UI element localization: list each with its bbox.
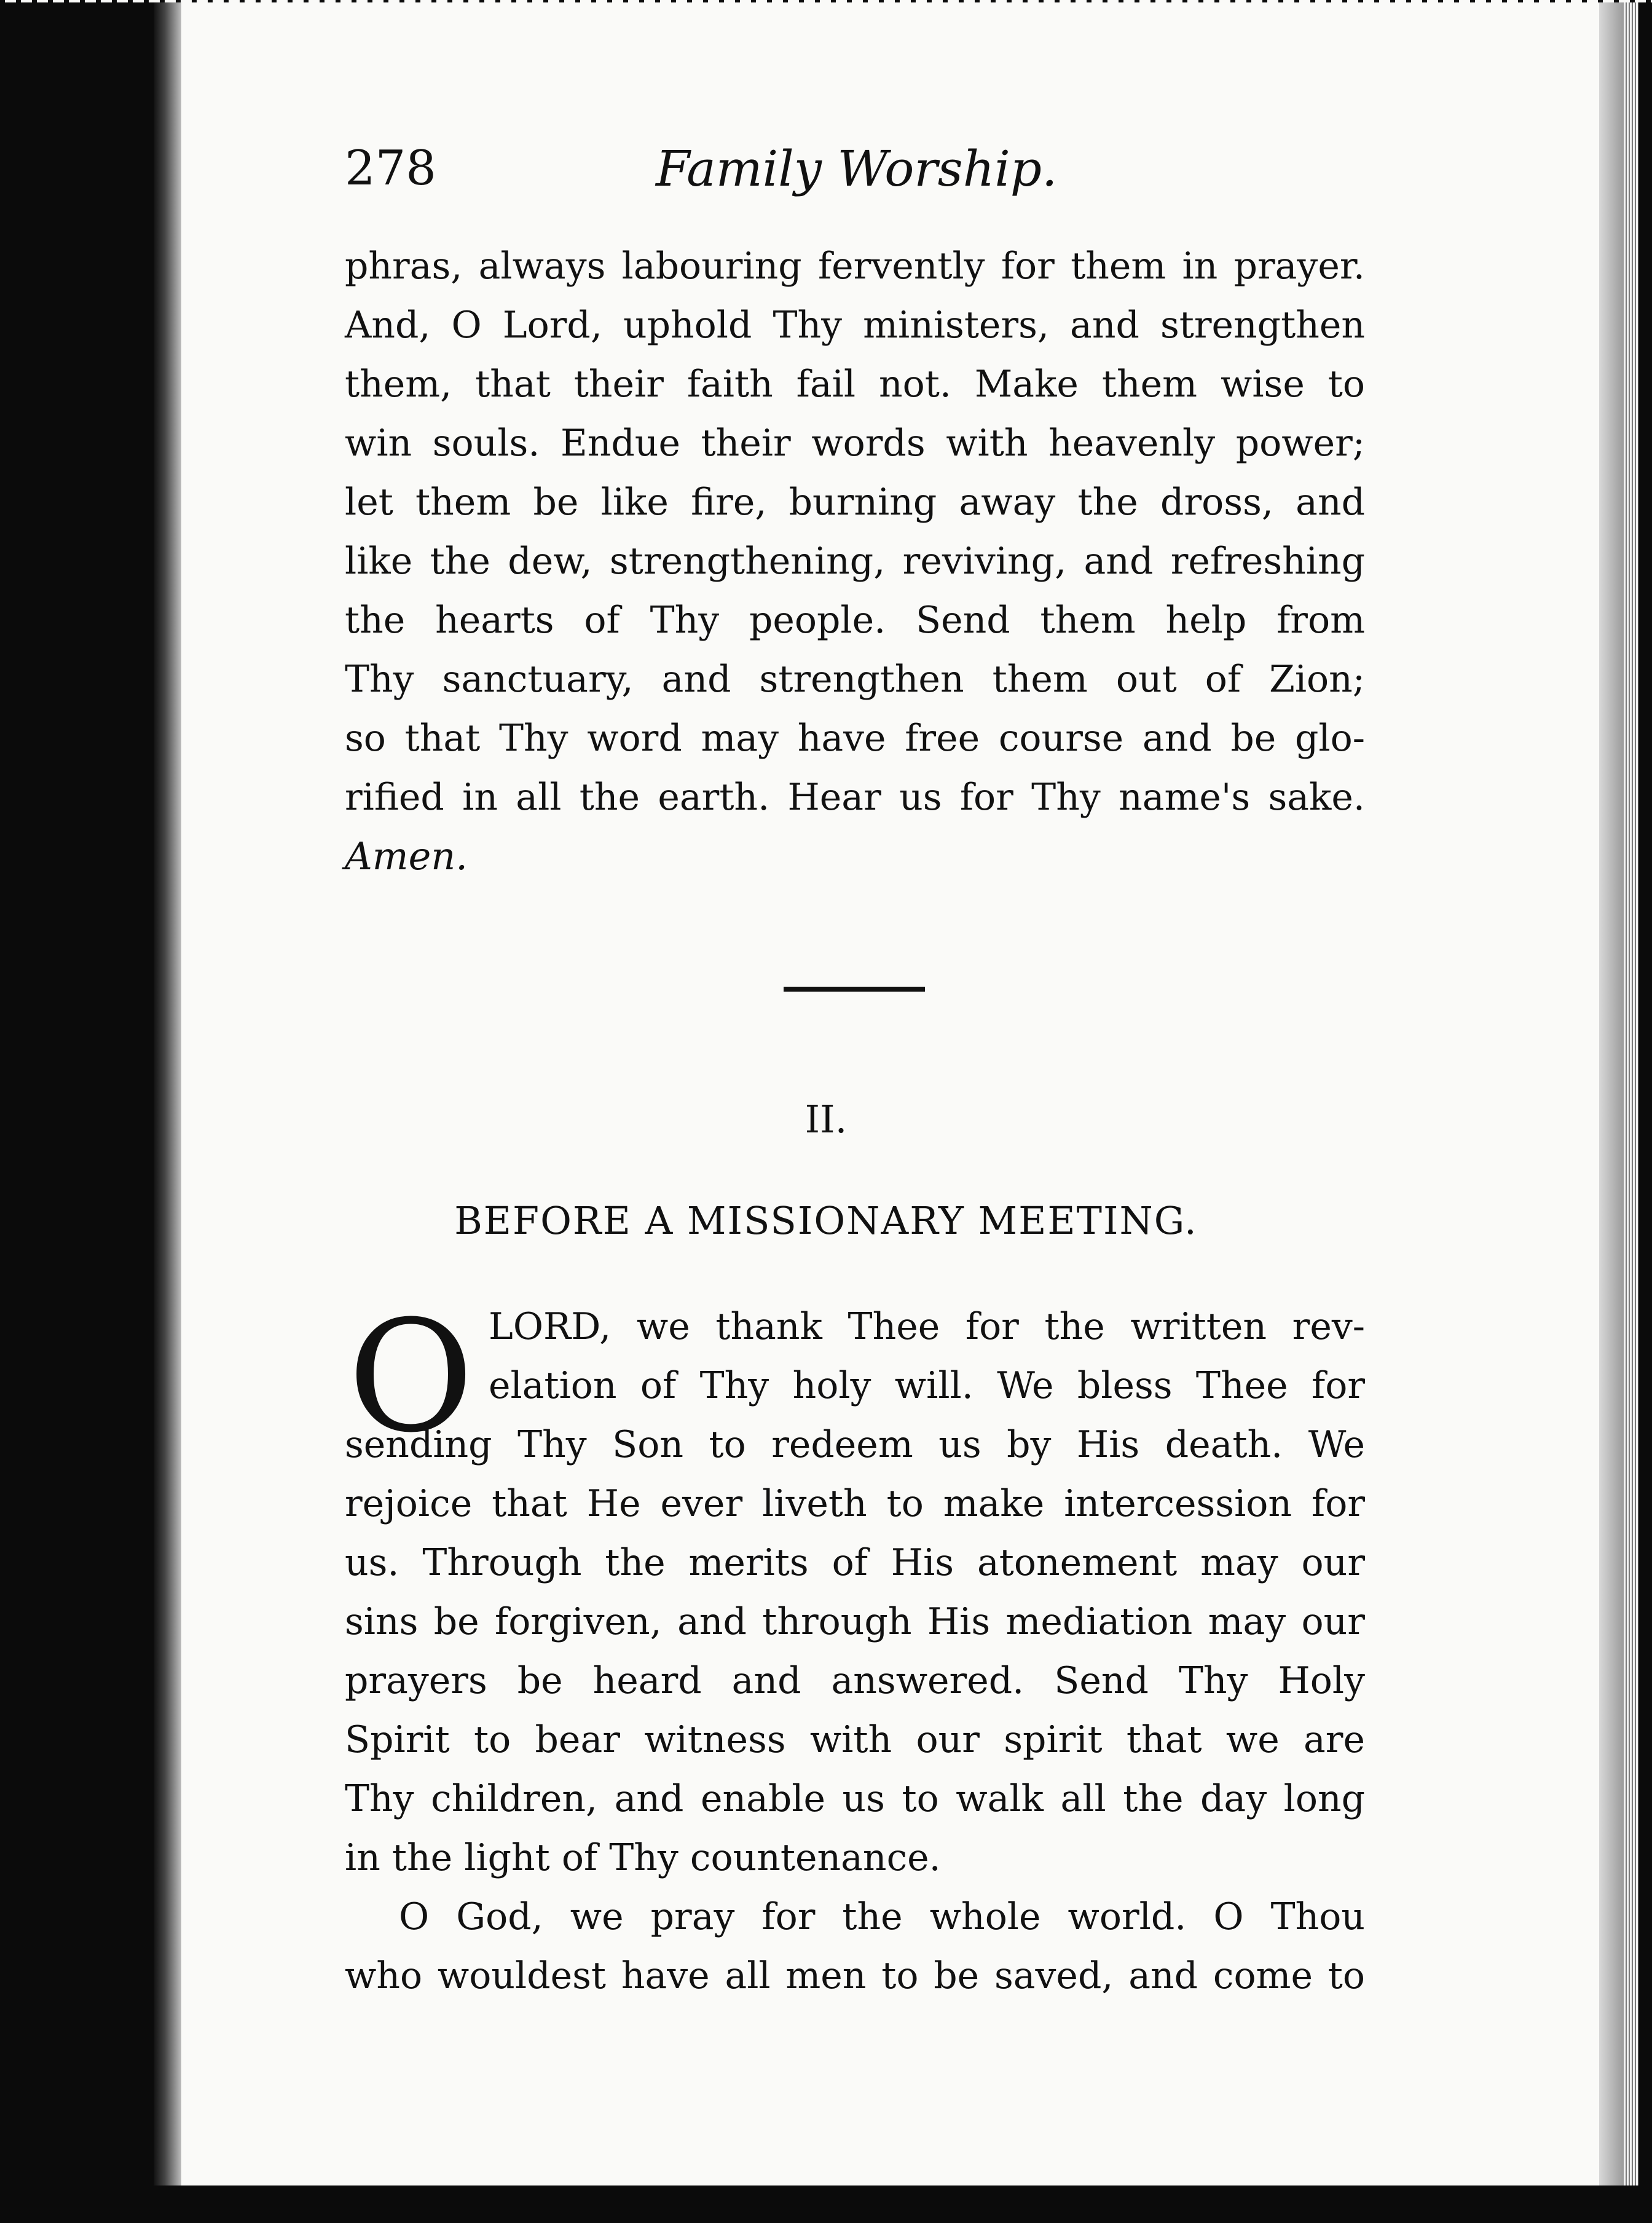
page-shadow xyxy=(1599,0,1624,2185)
text-line: Spirit to bear witness with our spirit that we are xyxy=(345,1718,1365,1761)
section-number: II. xyxy=(804,1097,848,1142)
prayer-one-continuation xyxy=(345,237,1365,886)
running-title: Family Worship. xyxy=(656,140,1058,197)
text-line: let them be like fire, burning away the dross, and xyxy=(345,481,1365,524)
text-line: them, that their faith fail not. Make them wise to xyxy=(345,363,1365,406)
running-head xyxy=(345,140,1363,212)
scan-border-bottom xyxy=(0,2185,1652,2223)
amen-closing: Amen. xyxy=(345,834,468,879)
text-line: like the dew, strengthening, reviving, and refreshing xyxy=(345,540,1365,583)
drop-cap-lines xyxy=(489,1297,1365,1415)
drop-cap: O xyxy=(348,1287,474,1466)
binding-gutter xyxy=(154,0,181,2185)
section-divider-rule xyxy=(784,987,925,992)
section-title: BEFORE A MISSIONARY MEETING. xyxy=(454,1198,1198,1243)
text-line: O God, we pray for the whole world. O Thou xyxy=(399,1895,1365,1938)
text-line: Thy children, and enable us to walk all the day long xyxy=(345,1777,1365,1820)
text-line: in the light of Thy countenance. xyxy=(345,1836,941,1879)
text-line: LORD, we thank Thee for the written rev- xyxy=(489,1305,1365,1348)
text-line: elation of Thy holy will. We bless Thee for xyxy=(489,1364,1365,1407)
page-number: 278 xyxy=(345,141,436,196)
scan-border-top xyxy=(0,0,1652,2)
prayer-two-body xyxy=(345,1415,1365,2005)
text-line: sending Thy Son to redeem us by His death. We xyxy=(345,1423,1365,1466)
text-line: And, O Lord, uphold Thy ministers, and strengthen xyxy=(345,304,1365,347)
text-line: rified in all the earth. Hear us for Thy name's sake. xyxy=(345,776,1365,819)
text-line: us. Through the merits of His atonement may our xyxy=(345,1541,1365,1584)
text-line: sins be forgiven, and through His mediation may our xyxy=(345,1600,1365,1643)
text-line: who wouldest have all men to be saved, and come to xyxy=(345,1954,1365,1997)
text-line: rejoice that He ever liveth to make intercession for xyxy=(345,1482,1365,1525)
text-line: prayers be heard and answered. Send Thy Holy xyxy=(345,1659,1365,1702)
text-line: so that Thy word may have free course and be glo- xyxy=(345,717,1365,760)
text-line: phras, always labouring fervently for them in prayer. xyxy=(345,245,1365,288)
text-line: Thy sanctuary, and strengthen them out of Zion; xyxy=(345,658,1365,701)
text-line: the hearts of Thy people. Send them help from xyxy=(345,599,1365,642)
text-line: win souls. Endue their words with heavenly power; xyxy=(345,422,1365,465)
